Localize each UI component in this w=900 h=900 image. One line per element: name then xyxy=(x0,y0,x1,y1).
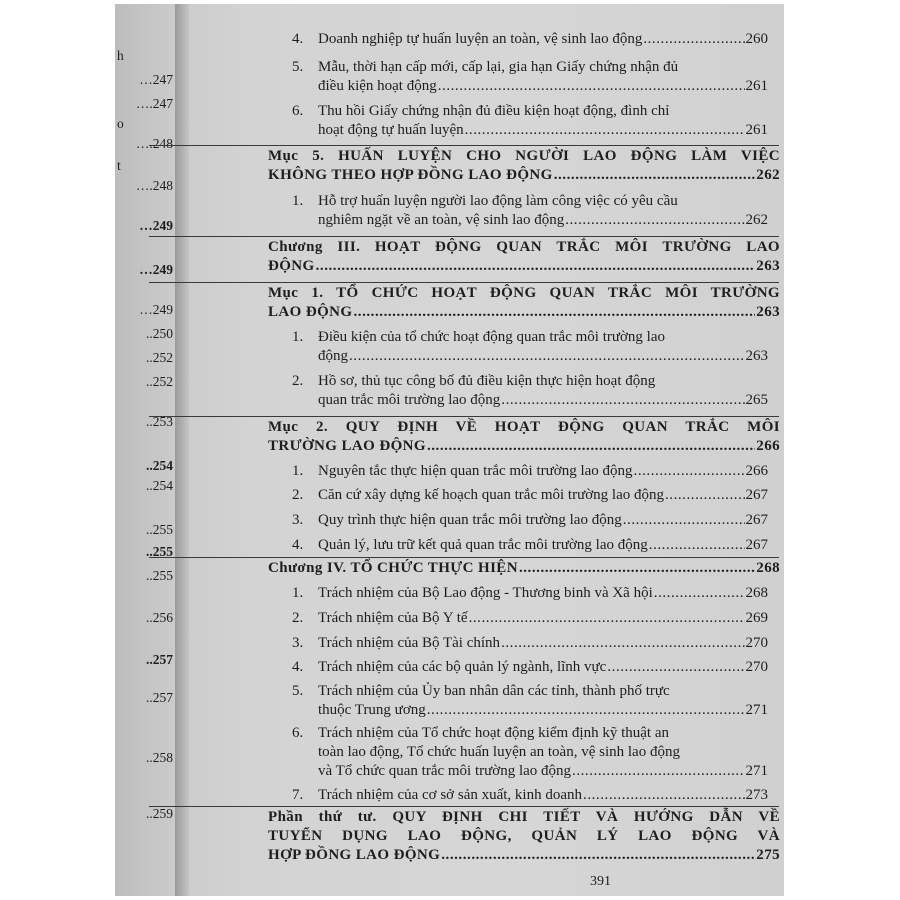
toc-entry-number: 5. xyxy=(292,683,304,699)
toc-entry-text xyxy=(318,372,768,410)
toc-line-text: Chương IV. TỔ CHỨC THỰC HIỆN xyxy=(268,560,518,576)
section-divider xyxy=(149,416,779,417)
toc-page-number: 263 xyxy=(756,304,780,320)
left-page-fragment: …247 xyxy=(139,72,173,87)
left-page-fragment: ..255 xyxy=(146,568,173,583)
toc-entry-text xyxy=(318,192,768,230)
toc-page-number: 260 xyxy=(745,31,768,47)
toc-line-text: Điều kiện của tổ chức hoạt động quan trắc môi trường lao xyxy=(318,329,666,345)
left-page-fragment: …249 xyxy=(139,262,173,277)
toc-entry-number: 4. xyxy=(292,31,304,47)
toc-entry-text xyxy=(318,536,768,555)
toc-entry-number: 2. xyxy=(292,373,304,389)
left-page-fragment: ….248 xyxy=(135,178,173,193)
left-page-fragment: ..257 xyxy=(146,690,173,705)
toc-page-number: 275 xyxy=(756,847,780,863)
toc-line-text: Nguyên tắc thực hiện quan trắc môi trường lao động xyxy=(318,463,633,479)
toc-line-text: Trách nhiệm của cơ sở sản xuất, kinh doanh xyxy=(318,787,583,803)
toc-line-text: toàn lao động, Tổ chức huấn luyện an toàn, vệ sinh lao động xyxy=(318,744,680,760)
toc-line-text: Mục 2. QUY ĐỊNH VỀ HOẠT ĐỘNG QUAN TRẮC MÔI xyxy=(268,419,780,435)
dot-leader xyxy=(353,303,755,322)
dot-leader xyxy=(501,634,744,653)
dot-leader xyxy=(438,77,745,96)
toc-entry-number: 1. xyxy=(292,329,304,345)
toc-page-number: 273 xyxy=(745,787,768,803)
dot-leader xyxy=(654,584,745,603)
toc-line-text: LAO ĐỘNG xyxy=(268,304,353,320)
toc-line-text: Mục 5. HUẤN LUYỆN CHO NGƯỜI LAO ĐỘNG LÀM VIỆC xyxy=(268,148,780,164)
toc-page-number: 265 xyxy=(745,392,768,408)
toc-entry-number: 4. xyxy=(292,537,304,553)
book-gutter xyxy=(175,4,189,896)
dot-leader xyxy=(623,511,745,530)
dot-leader xyxy=(427,701,745,720)
toc-line-text: TRƯỜNG LAO ĐỘNG xyxy=(268,438,426,454)
toc-line-text: Trách nhiệm của Ủy ban nhân dân các tỉnh, thành phố trực xyxy=(318,683,670,699)
dot-leader xyxy=(665,486,745,505)
left-page-fragment: ..255 xyxy=(146,522,173,537)
toc-entry-text xyxy=(318,658,768,677)
toc-line-text: và Tổ chức quan trắc môi trường lao động xyxy=(318,763,572,779)
toc-entry-text xyxy=(268,284,780,322)
dot-leader xyxy=(634,462,745,481)
toc-line-text: Mẫu, thời hạn cấp mới, cấp lại, gia hạn Giấy chứng nhận đủ xyxy=(318,59,679,75)
toc-line-text: Trách nhiệm của Tổ chức hoạt động kiểm định kỹ thuật an xyxy=(318,725,669,741)
left-page-fragment: ..250 xyxy=(146,326,173,341)
left-page xyxy=(115,4,175,896)
left-page-fragment: ..255 xyxy=(146,544,173,559)
toc-entry-text xyxy=(318,328,768,366)
toc-page-number: 270 xyxy=(745,659,768,675)
toc-line-text: điều kiện hoạt động xyxy=(318,78,437,94)
toc-entry-number: 6. xyxy=(292,725,304,741)
left-page-fragment: ..256 xyxy=(146,610,173,625)
toc-line-text: Căn cứ xây dựng kế hoạch quan trắc môi trường lao động xyxy=(318,487,664,503)
toc-page-number: 270 xyxy=(745,635,768,651)
toc-entry-number: 3. xyxy=(292,512,304,528)
toc-entry-number: 7. xyxy=(292,787,304,803)
toc-line-text: Quản lý, lưu trữ kết quả quan trắc môi trường lao động xyxy=(318,537,648,553)
toc-entry-text xyxy=(318,634,768,653)
section-divider xyxy=(149,806,779,807)
dot-leader xyxy=(607,658,744,677)
toc-entry-text xyxy=(318,786,768,805)
toc-page-number: 262 xyxy=(756,167,780,183)
toc-line-text: Quy trình thực hiện quan trắc môi trường lao động xyxy=(318,512,622,528)
toc-page-number: 263 xyxy=(745,348,768,364)
toc-line-text: Chương III. HOẠT ĐỘNG QUAN TRẮC MÔI TRƯỜNG LAO xyxy=(268,239,780,255)
dot-leader xyxy=(465,121,745,140)
toc-entry-text xyxy=(318,58,768,96)
dot-leader xyxy=(554,166,756,185)
left-page-fragment: ….248 xyxy=(135,136,173,151)
toc-line-text: Trách nhiệm của Bộ Lao động - Thương binh và Xã hội xyxy=(318,585,653,601)
left-page-fragment: o xyxy=(117,116,124,131)
toc-entry-text xyxy=(268,418,780,456)
toc-entry-text xyxy=(268,147,780,185)
toc-entry-text xyxy=(318,584,768,603)
left-page-fragment: h xyxy=(117,48,124,63)
toc-page-number: 271 xyxy=(745,763,768,779)
toc-page-number: 263 xyxy=(756,258,780,274)
toc-entry-number: 2. xyxy=(292,610,304,626)
dot-leader xyxy=(349,347,745,366)
toc-line-text: Trách nhiệm của Bộ Tài chính xyxy=(318,635,501,651)
toc-entry-number: 5. xyxy=(292,59,304,75)
toc-entry-number: 6. xyxy=(292,103,304,119)
toc-entry-number: 1. xyxy=(292,463,304,479)
toc-entry-number: 1. xyxy=(292,193,304,209)
toc-page-number: 266 xyxy=(756,438,780,454)
left-page-fragment: ..254 xyxy=(146,478,173,493)
left-page-fragment: ..258 xyxy=(146,750,173,765)
toc-page-number: 267 xyxy=(745,537,768,553)
left-page-fragment: ….247 xyxy=(135,96,173,111)
toc-page-number: 261 xyxy=(745,78,768,94)
toc-line-text: Thu hồi Giấy chứng nhận đủ điều kiện hoạt động, đình chỉ xyxy=(318,103,670,119)
dot-leader xyxy=(469,609,745,628)
dot-leader xyxy=(441,846,755,865)
toc-entry-text xyxy=(318,462,768,481)
toc-line-text: Trách nhiệm của Bộ Y tế xyxy=(318,610,468,626)
toc-page-number: 268 xyxy=(745,585,768,601)
toc-page-number: 266 xyxy=(745,463,768,479)
dot-leader xyxy=(565,211,744,230)
toc-entry-number: 4. xyxy=(292,659,304,675)
toc-line-text: Hỗ trợ huấn luyện người lao động làm công việc có yêu cầu xyxy=(318,193,678,209)
section-divider xyxy=(149,236,779,237)
toc-line-text: TUYỂN DỤNG LAO ĐỘNG, QUẢN LÝ LAO ĐỘNG VÀ xyxy=(268,828,780,844)
toc-line-text: ĐỘNG xyxy=(268,258,315,274)
toc-entry-text xyxy=(318,511,768,530)
dot-leader xyxy=(316,257,756,276)
toc-line-text: HỢP ĐỒNG LAO ĐỘNG xyxy=(268,847,441,863)
toc-line-text: nghiêm ngặt về an toàn, vệ sinh lao động xyxy=(318,212,565,228)
section-divider xyxy=(149,145,779,146)
left-page-fragment: …249 xyxy=(139,218,173,233)
toc-entry-text xyxy=(268,808,780,865)
toc-line-text: KHÔNG THEO HỢP ĐỒNG LAO ĐỘNG xyxy=(268,167,553,183)
toc-page-number: 267 xyxy=(745,512,768,528)
left-page-fragment: t xyxy=(117,158,121,173)
toc-entry-text xyxy=(268,559,780,578)
toc-page-number: 267 xyxy=(745,487,768,503)
left-page-fragment: ..257 xyxy=(146,652,173,667)
toc-page-number: 261 xyxy=(745,122,768,138)
left-page-fragment: ..259 xyxy=(146,806,173,821)
toc-entry-text xyxy=(318,682,768,720)
toc-entry-text xyxy=(268,238,780,276)
dot-leader xyxy=(427,437,755,456)
toc-line-text: Hồ sơ, thủ tục công bố đủ điều kiện thực hiện hoạt động xyxy=(318,373,656,389)
toc-line-text: quan trắc môi trường lao động xyxy=(318,392,501,408)
toc-line-text: động xyxy=(318,348,348,364)
toc-line-text: hoạt động tự huấn luyện xyxy=(318,122,464,138)
dot-leader xyxy=(501,391,744,410)
dot-leader xyxy=(572,762,744,781)
toc-entry-number: 2. xyxy=(292,487,304,503)
toc-entry-text xyxy=(318,30,768,49)
toc-page-number: 262 xyxy=(745,212,768,228)
left-page-fragment: ..252 xyxy=(146,374,173,389)
left-page-fragment: ..254 xyxy=(146,458,173,473)
toc-line-text: Trách nhiệm của các bộ quản lý ngành, lĩnh vực xyxy=(318,659,607,675)
toc-line-text: Mục 1. TỔ CHỨC HOẠT ĐỘNG QUAN TRẮC MÔI TRƯỜNG xyxy=(268,285,780,301)
section-divider xyxy=(149,282,779,283)
toc-page-number: 268 xyxy=(756,560,780,576)
toc-entry-text xyxy=(318,724,768,781)
dot-leader xyxy=(649,536,745,555)
toc-entry-number: 1. xyxy=(292,585,304,601)
dot-leader xyxy=(519,559,755,578)
toc-entry-text xyxy=(318,102,768,140)
toc-entry-text xyxy=(318,486,768,505)
toc-page-number: 271 xyxy=(745,702,768,718)
page-number: 391 xyxy=(590,874,611,889)
left-page-fragment: ..253 xyxy=(146,414,173,429)
toc-line-text: Phần thứ tư. QUY ĐỊNH CHI TIẾT VÀ HƯỚNG DẪN VỀ xyxy=(268,809,780,825)
dot-leader xyxy=(643,30,744,49)
left-page-fragment: …249 xyxy=(139,302,173,317)
toc-line-text: thuộc Trung ương xyxy=(318,702,426,718)
toc-entry-text xyxy=(318,609,768,628)
dot-leader xyxy=(583,786,744,805)
toc-line-text: Doanh nghiệp tự huấn luyện an toàn, vệ sinh lao động xyxy=(318,31,643,47)
section-divider xyxy=(149,557,779,558)
toc-entry-number: 3. xyxy=(292,635,304,651)
left-page-fragment: ..252 xyxy=(146,350,173,365)
toc-page-number: 269 xyxy=(745,610,768,626)
